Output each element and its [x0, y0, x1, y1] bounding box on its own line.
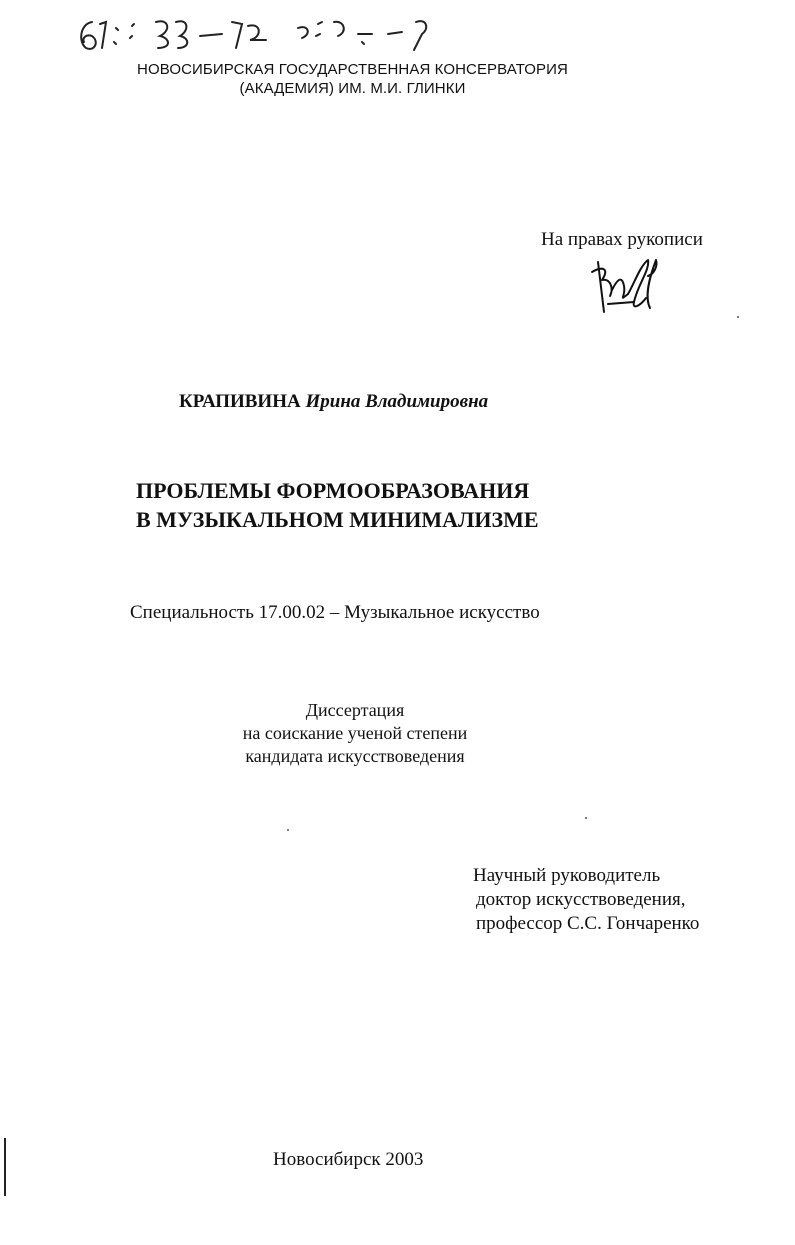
degree-line-3: кандидата искусствоведения: [245, 746, 465, 766]
scan-edge-mark: [4, 1138, 6, 1196]
author-name: [179, 391, 488, 413]
manuscript-rights-note: На правах рукописи: [541, 229, 703, 250]
author-given-names: Ирина Владимировна: [305, 391, 489, 412]
author-signature: [588, 256, 664, 318]
title-line-1: ПРОБЛЕМЫ ФОРМООБРАЗОВАНИЯ: [136, 478, 530, 503]
scan-speck: [585, 817, 587, 819]
institution-line-1: НОВОСИБИРСКАЯ ГОСУДАРСТВЕННАЯ КОНСЕРВАТОРИЯ: [137, 61, 568, 78]
supervisor-role: Научный руководитель: [473, 865, 661, 886]
institution-header: [0, 60, 705, 98]
city-and-year: Новосибирск 2003: [273, 1149, 424, 1170]
supervisor-name: профессор С.С. Гончаренко: [476, 913, 700, 934]
degree-line-2: на соискание ученой степени: [242, 723, 468, 743]
dissertation-title: [136, 476, 539, 534]
specialty-line: Специальность 17.00.02 – Музыкальное искусство: [130, 602, 540, 623]
scientific-supervisor: [473, 864, 699, 936]
author-surname: КРАПИВИНА: [179, 391, 301, 412]
scan-speck: [287, 829, 289, 831]
title-line-2: В МУЗЫКАЛЬНОМ МИНИМАЛИЗМЕ: [136, 507, 539, 532]
handwritten-code-annotation: [72, 8, 452, 60]
degree-line-1: Диссертация: [305, 700, 405, 720]
degree-statement: [0, 699, 710, 768]
institution-line-2: (АКАДЕМИЯ) ИМ. М.И. ГЛИНКИ: [239, 80, 466, 97]
scan-speck: [737, 316, 739, 318]
supervisor-degree: доктор искусствоведения,: [476, 889, 686, 910]
